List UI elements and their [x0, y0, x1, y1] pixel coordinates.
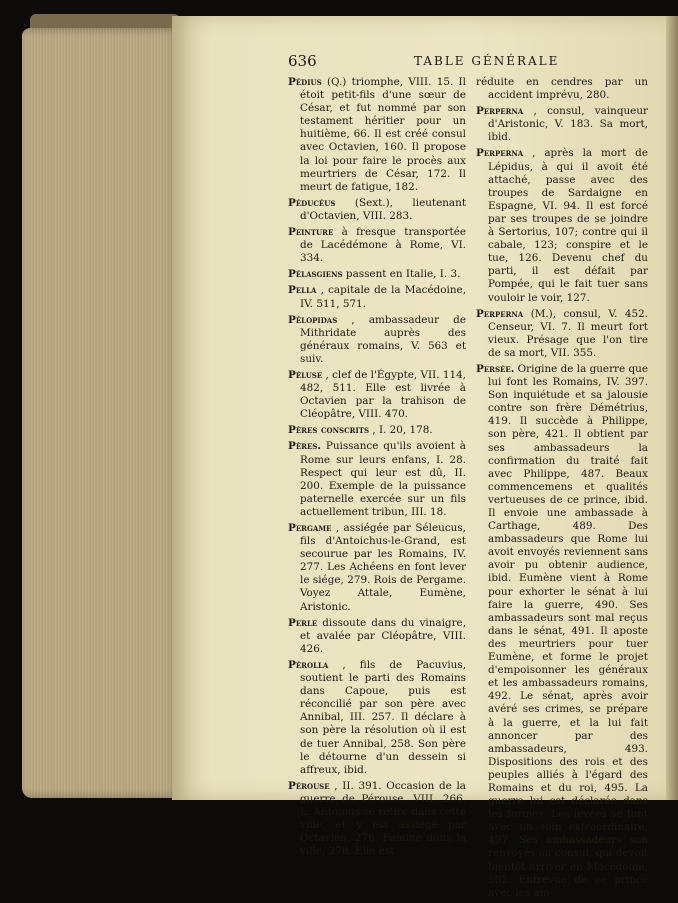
- entry-headword: Perperna: [476, 147, 524, 160]
- entry-text: à fresque transportée de Lacédémone à Rome, VI. 334.: [300, 226, 466, 265]
- entry-headword: Pères conscrits: [288, 424, 370, 437]
- index-entry: [288, 314, 466, 366]
- page-number: 636: [288, 52, 317, 70]
- entry-headword: Pérolla: [288, 658, 329, 671]
- index-entry: [288, 76, 466, 194]
- index-entry: [288, 522, 466, 614]
- page-edges: [22, 28, 182, 798]
- entry-headword: Pélasgiens: [288, 268, 343, 281]
- index-entry: [288, 440, 466, 519]
- entry-text: réduite en cendres par un accident imprévu, 280.: [476, 76, 648, 102]
- entry-headword: Pergame: [288, 522, 332, 534]
- index-column-right: [476, 76, 648, 903]
- index-entry: [288, 268, 466, 281]
- running-head: TABLE GÉNÉRALE: [414, 54, 560, 68]
- entry-text: , consul, vainqueur d'Aristonic, V. 183. Sa mort, ibid.: [488, 105, 648, 144]
- index-entry: [476, 76, 648, 102]
- entry-headword: Pédius: [288, 76, 322, 88]
- entry-text: , ambassadeur de Mithridate auprès des généraux romains, V. 563 et suiv.: [300, 313, 466, 365]
- entry-headword: Pélopidas: [288, 313, 338, 326]
- entry-text: , après la mort de Lépidus, à qui il avoit été attaché, passe avec des troupes de Sardaigne en Espagne, VI. 94. Il est forcé par ses troupes de se joindre à Sertorius, 107; contre qui il cabale, 123; conspire et le tue, 126. Devenu chef du parti, il est défait par Pompée, qui le fait tuer sans vouloir le voir, 127.: [488, 147, 648, 304]
- index-entry: [288, 780, 466, 859]
- index-entry: [288, 659, 466, 777]
- index-entry: [476, 308, 648, 360]
- entry-headword: Pères.: [288, 440, 321, 453]
- entry-headword: Péducéus: [288, 196, 336, 209]
- entry-headword: Pérouse: [288, 779, 330, 792]
- entry-headword: Persée.: [476, 362, 515, 375]
- entry-headword: Perperna: [476, 307, 524, 320]
- index-entry: [288, 284, 466, 310]
- entry-text: , II. 391. Occasion de la guerre de Pérouse, VIII. 266. L. Antonius se retire dans cette ville, et y est assiégé par Octavien, 276. Famine dans la ville, 278. Elle est: [300, 779, 466, 858]
- facing-page-edge: [666, 16, 678, 800]
- entry-headword: Perle: [288, 616, 318, 629]
- index-entry: [288, 226, 466, 265]
- entry-text: (Sext.), lieutenant d'Octavien, VIII. 283.: [300, 196, 466, 222]
- entry-text: passent en Italie, I. 3.: [345, 268, 461, 281]
- index-entry: [476, 147, 648, 304]
- entry-text: Origine de la guerre que lui font les Romains, IV. 397. Son inquiétude et sa jalousie contre son frère Démétrius, 419. Il succède à Philippe, son père, 421. Il obtient par ses ambassadeurs la confirmation du traité fait avec Philippe, 487. Beaux commencemens et qualités vertueuses de ce prince, ibid. Il envoie une ambassade à Carthage, 489. Des ambassadeurs que Rome lui avoit envoyés reviennent sans avoir pu obtenir audience, ibid. Eumène vient à Rome pour exhorter le sénat à lui faire la guerre, 490. Ses ambassadeurs sont mal reçus dans le sénat, 491. Il aposte des meurtriers pour tuer Eumène, et forme le projet d'empoisonner les généraux et les ambassadeurs romains, 492. Le sénat, après avoir avéré ses crimes, se prépare à la guerre, et la lui fait annoncer par des ambassadeurs, 493. Dispositions des rois et des peuples alliés à l'égard des Romains et du roi, 495. La guerre lui est déclarée dans les formes. Les levées se font avec un soin extraordinaire, 497. Ses ambassadeurs son renvoyés au consul, qui devoit bientôt arriver en Macédoine, 502. Entrevue de ce prince avec les am-: [488, 362, 648, 899]
- entry-headword: Perperna: [476, 105, 524, 118]
- index-entry: [288, 369, 466, 421]
- entry-text: , assiégée par Séleucus, fils d'Antoichus-le-Grand, est secourue par les Romains, IV. 277. Les Achéens en font lever le siége, 279. Rois de Pergame. Voyez Attale, Eumène, Aristonic.: [300, 522, 466, 613]
- index-entry: [288, 424, 466, 437]
- index-entry: [476, 363, 648, 900]
- index-column-left: [288, 76, 466, 861]
- entry-text: , fils de Pacuvius, soutient le parti des Romains dans Capoue, puis est réconcilié par son père avec Annibal, III. 257. Il déclare à son père la résolution où il est de tuer Annibal, 258. Son père le détourne d'un dessein si affreux, ibid.: [300, 658, 466, 776]
- index-entry: [288, 617, 466, 656]
- entry-headword: Pella: [288, 284, 317, 297]
- entry-text: , clef de l'Égypte, VII. 114, 482, 511. Elle est livrée à Octavien par la trahison de Cléopâtre, VIII. 470.: [300, 368, 466, 421]
- entry-text: , capitale de la Macédoine, IV. 511, 571.: [300, 284, 466, 310]
- entry-text: , I. 20, 178.: [372, 424, 433, 437]
- page-header: [288, 52, 658, 74]
- entry-headword: Peinture: [288, 226, 334, 239]
- entry-headword: Péluse: [288, 368, 323, 381]
- entry-text: Puissance qu'ils avoient à Rome sur leurs enfans, I. 28. Respect qui leur est dû, II. 200. Exemple de la puissance paternelle exercée sur un fils actuellement tribun, III. 18.: [300, 440, 466, 518]
- entry-text: (M.), consul, V. 452. Censeur, VI. 7. Il meurt fort vieux. Présage que l'on tire de sa mort, VII. 355.: [488, 307, 648, 359]
- index-entry: [288, 197, 466, 223]
- entry-text: (Q.) triomphe, VIII. 15. Il étoit petit-fils d'une sœur de César, et fut nommé par son testament héritier pour un huitième, 66. Il est créé consul avec Octavien, 160. Il propose la loi pour faire le procès aux meurtriers de César, 172. Il meurt de fatigue, 182.: [300, 76, 466, 193]
- index-entry: [476, 105, 648, 144]
- entry-text: dissoute dans du vinaigre, et avalée par Cléopâtre, VIII. 426.: [300, 616, 466, 655]
